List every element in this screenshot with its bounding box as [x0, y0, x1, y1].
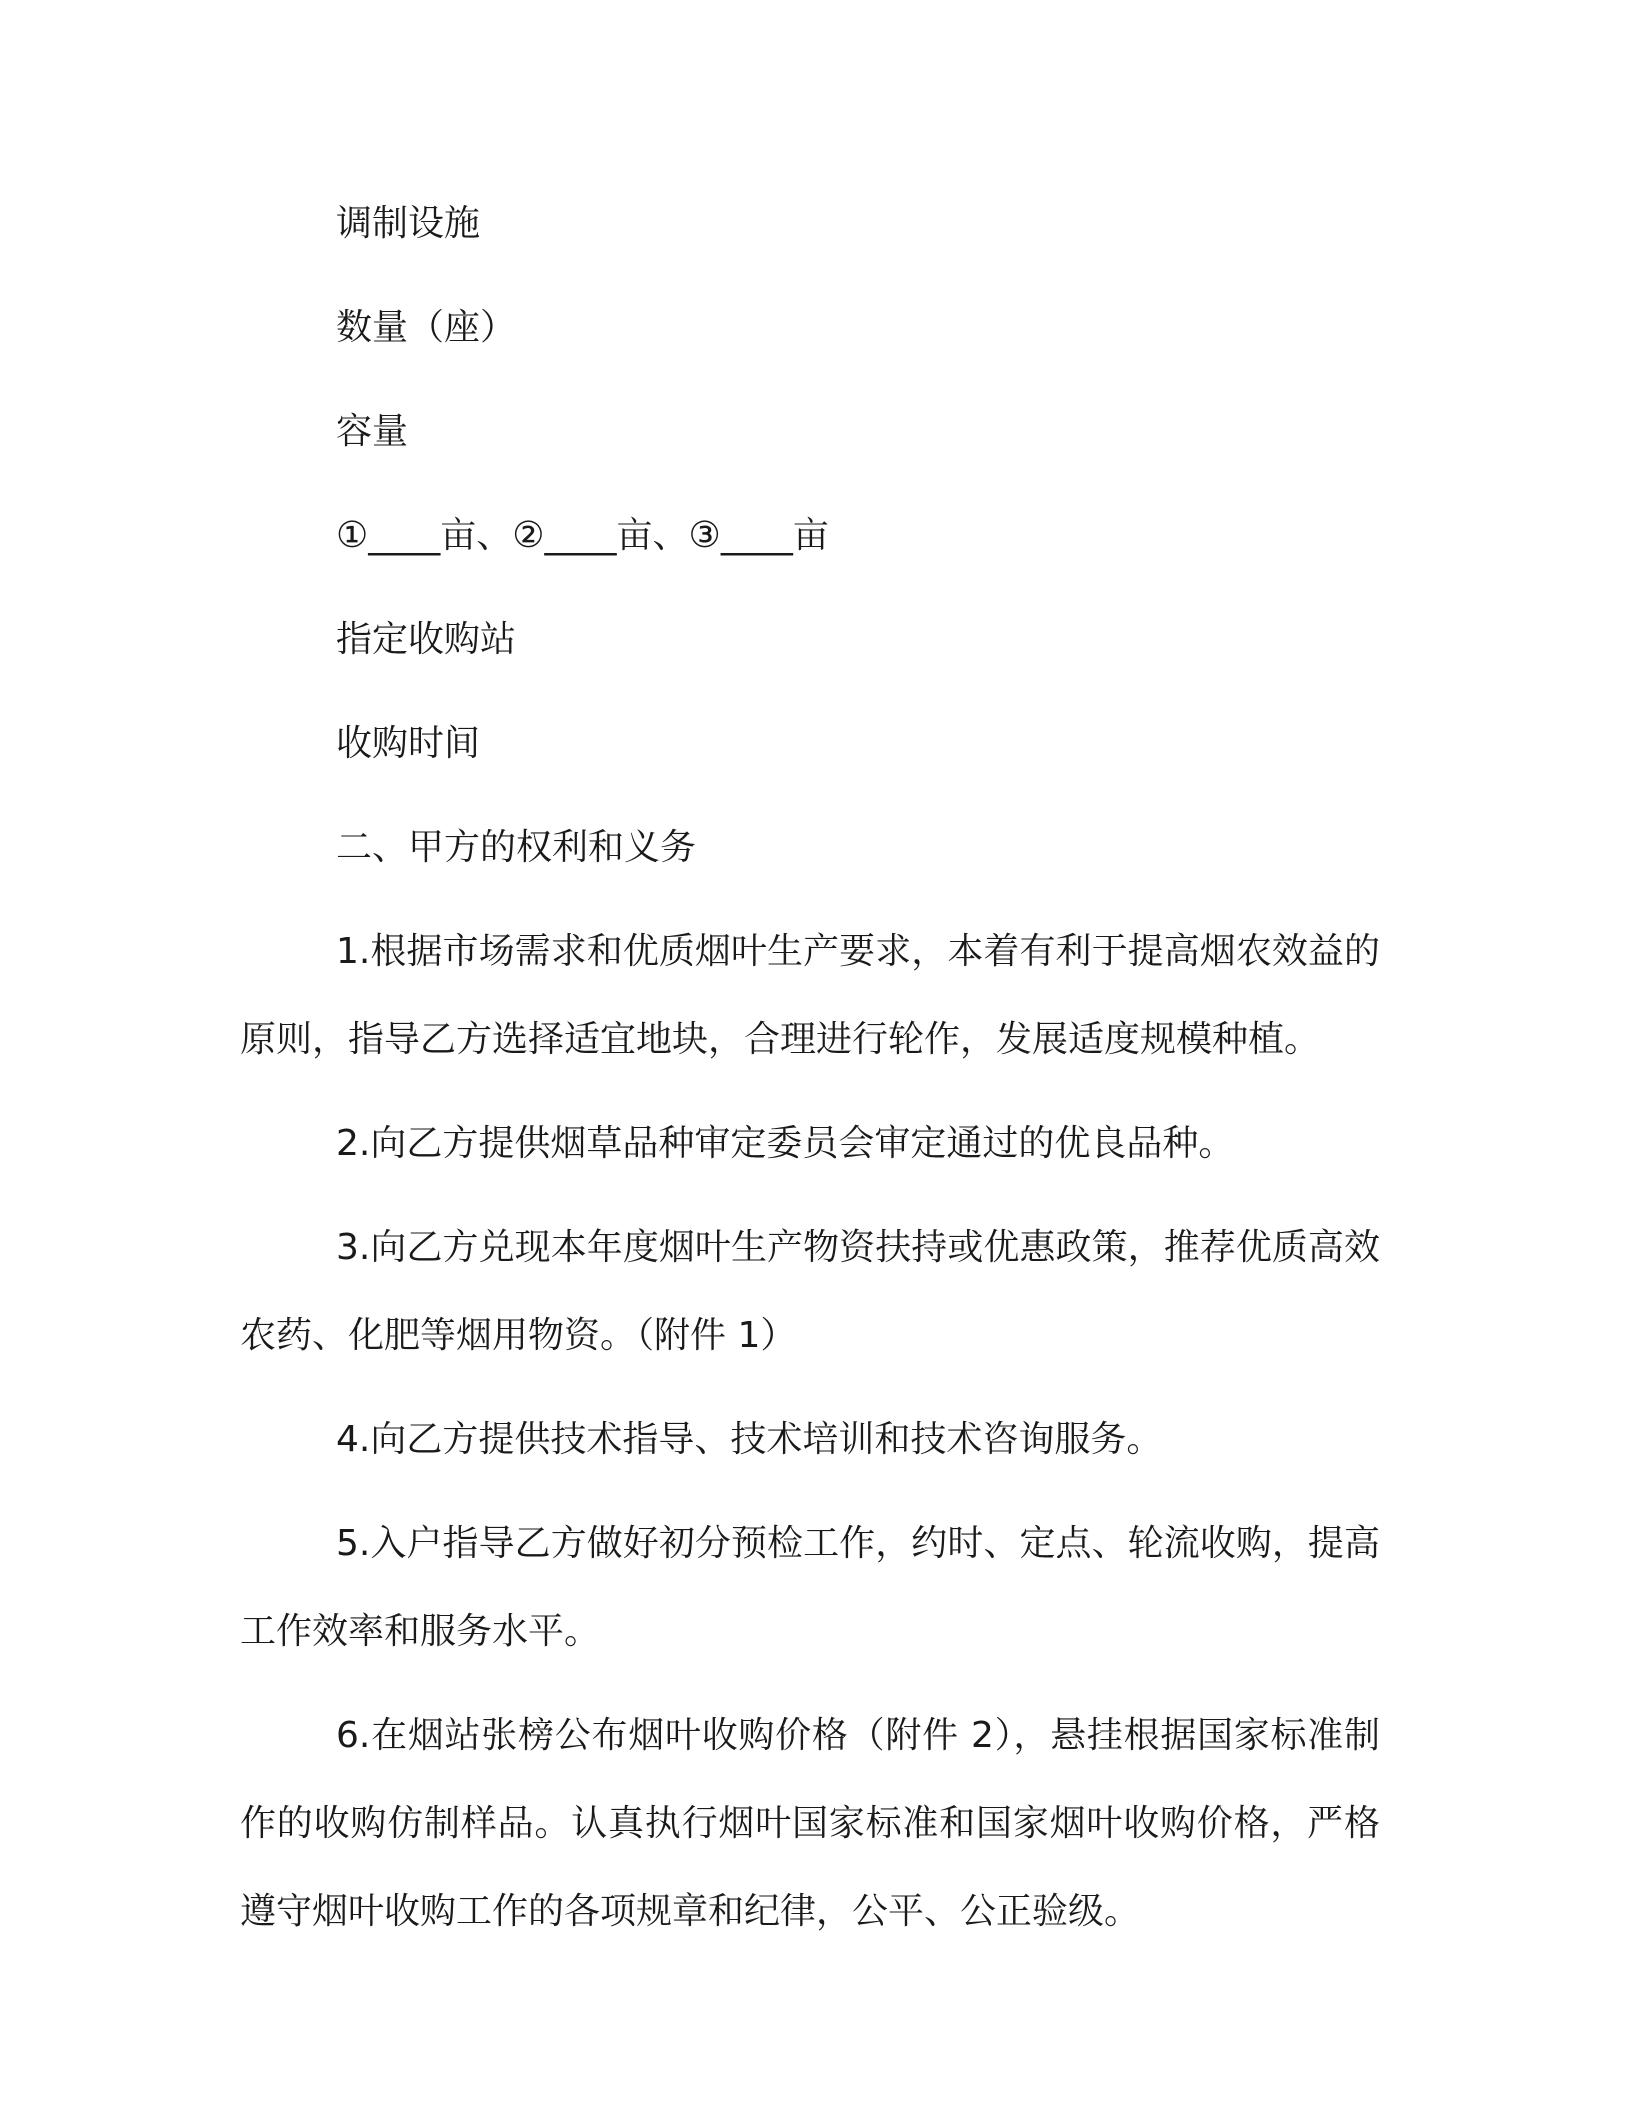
- clause-3: 3.向乙方兑现本年度烟叶生产物资扶持或优惠政策，推荐优质高效农药、化肥等烟用物资。（附件 1）: [240, 1227, 1380, 1356]
- field-acreage-blanks: ①____亩、②____亩、③____亩: [336, 515, 829, 556]
- clause-4: 4.向乙方提供技术指导、技术培训和技术咨询服务。: [336, 1419, 1163, 1460]
- field-capacity: 容量: [336, 411, 409, 452]
- document-body: [240, 180, 1380, 1972]
- field-purchase-time: 收购时间: [336, 723, 481, 764]
- clause-6: 6.在烟站张榜公布烟叶收购价格（附件 2），悬挂根据国家标准制作的收购仿制样品。认真执行烟叶国家标准和国家烟叶收购价格，严格遵守烟叶收购工作的各项规章和纪律，公平、公正验级。: [240, 1715, 1380, 1932]
- field-quantity: 数量（座）: [336, 307, 517, 348]
- field-designated-station: 指定收购站: [336, 619, 517, 660]
- field-curing-facility: 调制设施: [336, 203, 481, 244]
- clause-1: 1.根据市场需求和优质烟叶生产要求，本着有利于提高烟农效益的原则，指导乙方选择适宜地块，合理进行轮作，发展适度规模种植。: [240, 931, 1380, 1060]
- clause-2: 2.向乙方提供烟草品种审定委员会审定通过的优良品种。: [336, 1123, 1235, 1164]
- section-heading-party-a: 二、甲方的权利和义务: [336, 827, 697, 868]
- clause-5: 5.入户指导乙方做好初分预检工作，约时、定点、轮流收购，提高工作效率和服务水平。: [240, 1523, 1380, 1652]
